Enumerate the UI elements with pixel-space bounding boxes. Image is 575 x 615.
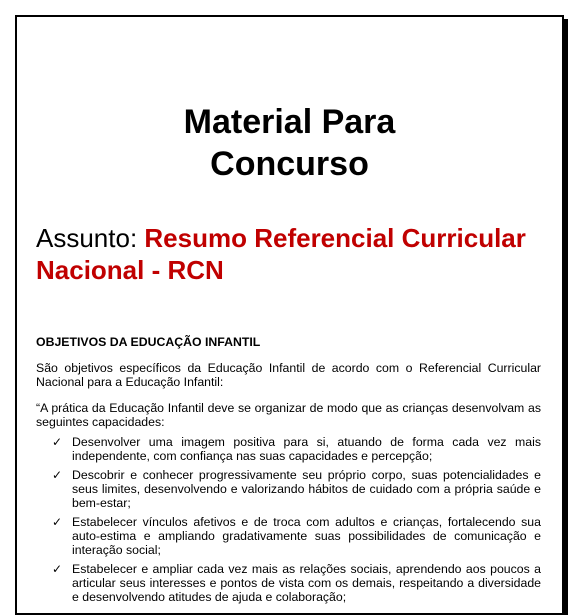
list-item xyxy=(52,468,541,510)
quote-paragraph: “A prática da Educação Infantil deve se organizar de modo que as crianças desenvolvam as seguintes capacidades: xyxy=(36,401,541,429)
subject-topic: Resumo Referencial Curricular Nacional - RCN xyxy=(36,223,526,285)
list-item-text: Desenvolver uma imagem positiva para si, atuando de forma cada vez mais independente, com confiança nas suas capacidades e percepção; xyxy=(72,435,541,463)
list-item xyxy=(52,562,541,604)
title-line-2: Concurso xyxy=(210,145,369,183)
list-item-text: Descobrir e conhecer progressivamente seu próprio corpo, suas potencialidades e seus limites, desenvolvendo e valorizando hábitos de cuidado com a própria saúde e bem-estar; xyxy=(72,468,541,510)
list-item-text: Estabelecer vínculos afetivos e de troca com adultos e crianças, fortalecendo sua auto-estima e ampliando gradativamente suas possibilidades de comunicação e interação social; xyxy=(72,515,541,557)
intro-paragraph: São objetivos específicos da Educação Infantil de acordo com o Referencial Curricular Nacional para a Educação Infantil: xyxy=(36,361,541,389)
title-line-1: Material Para xyxy=(183,103,396,141)
section-heading: OBJETIVOS DA EDUCAÇÃO INFANTIL xyxy=(36,335,261,349)
list-item-text: Estabelecer e ampliar cada vez mais as relações sociais, aprendendo aos poucos a articular seus interesses e pontos de vista com os demais, respeitando a diversidade e desenvolvendo atitudes de ajuda e colaboração; xyxy=(72,562,541,604)
check-icon: ✓ xyxy=(52,515,63,529)
check-icon: ✓ xyxy=(52,562,63,576)
document-title xyxy=(17,101,562,185)
subject-line xyxy=(36,222,556,286)
list-item xyxy=(52,435,541,463)
check-icon: ✓ xyxy=(52,468,63,482)
list-item xyxy=(52,515,541,557)
check-icon: ✓ xyxy=(52,435,63,449)
objectives-list xyxy=(52,435,541,609)
subject-prefix: Assunto: xyxy=(36,223,138,253)
